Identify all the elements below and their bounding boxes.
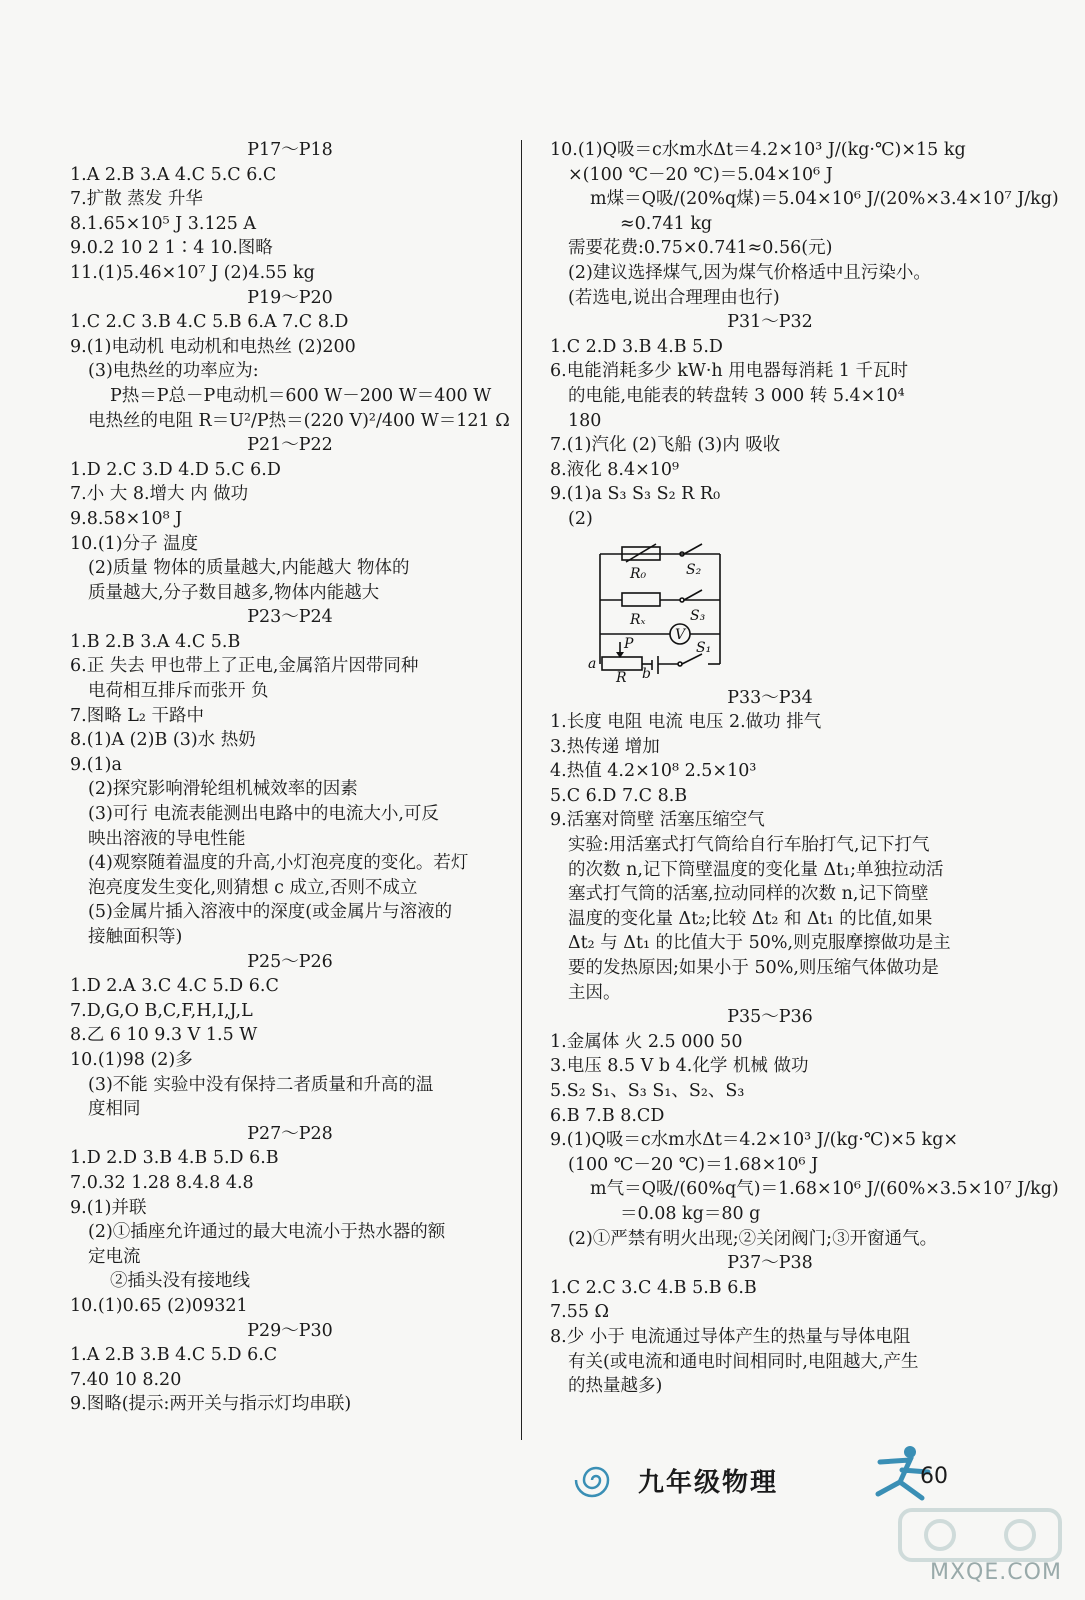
answer-line: 7.小 大 8.增大 内 做功 [70,484,249,505]
right-column-bottom [550,686,1059,1399]
answer-line: 4.热值 4.2×10⁸ 2.5×10³ [550,761,757,782]
answer-line: 10.(1)Q吸＝c水m水Δt＝4.2×10³ J/(kg·℃)×15 kg [550,140,966,160]
label-s3: S₃ [690,607,706,624]
answer-line: (100 ℃－20 ℃)＝1.68×10⁶ J [568,1154,819,1175]
answer-line: ②插头没有接地线 [110,1271,250,1292]
answer-line: 9.0.2 10 2 1∶4 10.图略 [70,238,273,259]
answer-line: 6.正 失去 甲也带上了正电,金属箔片因带同种 [70,656,419,677]
answer-line: m煤＝Q吸/(20%q煤)＝5.04×10⁶ J/(20%×3.4×10⁷ J/kg) [590,189,1059,210]
answer-line: 9.(1)a [70,754,122,775]
section-header: P19～P20 [247,287,333,308]
section-header: P25～P26 [247,951,333,972]
answer-line: 8.1.65×10⁵ J 3.125 A [70,213,257,234]
answer-line: 的电能,电能表的转盘转 3 000 转 5.4×10⁴ [568,385,905,406]
answer-line: 10.(1)0.65 (2)09321 [70,1295,248,1316]
answer-line: 映出溶液的导电性能 [88,828,246,849]
answer-line: (2)建议选择煤气,因为煤气价格适中且污染小。 [568,262,931,283]
answer-line: (若选电,说出合理理由也行) [568,287,780,308]
answer-line: 1.C 2.C 3.B 4.C 5.B 6.A 7.C 8.D [70,312,349,333]
answer-line: 180 [568,410,602,431]
answer-line: ＝0.08 kg＝80 g [620,1203,761,1224]
answer-line: 接触面积等) [88,927,183,947]
answer-line: 泡亮度发生变化,则猜想 c 成立,否则不成立 [88,877,418,898]
answer-line: 3.热传递 增加 [550,736,660,757]
answer-line: 9.(1)电动机 电动机和电热丝 (2)200 [70,336,356,357]
answer-line: 10.(1)98 (2)多 [70,1049,193,1070]
answer-line: 质量越大,分子数目越多,物体内能越大 [88,582,380,603]
answer-line: 11.(1)5.46×10⁷ J (2)4.55 kg [70,262,315,283]
answer-line: (5)金属片插入溶液中的深度(或金属片与溶液的 [88,902,453,923]
section-header: P27～P28 [247,1123,333,1144]
answer-line: 1.A 2.B 3.B 4.C 5.D 6.C [70,1345,278,1366]
answer-line: 1.C 2.D 3.B 4.B 5.D [550,336,723,357]
answer-line: 的次数 n,记下筒壁温度的变化量 Δt₁;单独拉动活 [568,859,944,880]
answer-line: ×(100 ℃－20 ℃)＝5.04×10⁶ J [568,164,833,185]
answer-line: 5.S₂ S₁、S₃ S₁、S₂、S₃ [550,1081,745,1101]
section-header: P29～P30 [247,1320,333,1341]
answer-line: 5.C 6.D 7.C 8.B [550,785,688,806]
label-p: P [624,635,634,652]
answer-line: 1.D 2.D 3.B 4.B 5.D 6.B [70,1148,279,1169]
answer-line: 1.金属体 火 2.5 000 50 [550,1031,743,1052]
answer-line: 9.(1)Q吸＝c水m水Δt＝4.2×10³ J/(kg·℃)×5 kg× [550,1130,959,1151]
answer-line: Δt₂ 与 Δt₁ 的比值大于 50%,则克服摩擦做功是主 [568,933,951,954]
right-column-top [550,138,1059,532]
label-b: b [642,665,651,682]
answer-line: 7.40 10 8.20 [70,1369,182,1390]
answer-line: (2) [568,508,593,529]
left-column [70,138,510,1417]
answer-line: 7.扩散 蒸发 升华 [70,189,203,210]
answer-line: 8.液化 8.4×10⁹ [550,459,680,480]
section-header: P21～P22 [247,435,333,456]
answer-line: 电荷相互排斥而张开 负 [88,681,269,702]
answer-line: 9.活塞对筒壁 活塞压缩空气 [550,810,765,831]
answer-line: 3.电压 8.5 V b 4.化学 机械 做功 [550,1056,809,1077]
page-number: 60 [920,1464,948,1489]
answer-line: 温度的变化量 Δt₂;比较 Δt₂ 和 Δt₁ 的比值,如果 [568,908,933,929]
label-a: a [588,655,597,672]
answer-line: 1.C 2.C 3.C 4.B 5.B 6.B [550,1277,757,1298]
answer-line: 9.图略(提示:两开关与指示灯均串联) [70,1394,352,1415]
answer-line: ≈0.741 kg [620,213,713,234]
answer-line: 1.D 2.A 3.C 4.C 5.D 6.C [70,976,279,997]
column-divider [521,140,522,1440]
answer-line: 6.电能消耗多少 kW·h 用电器每消耗 1 千瓦时 [550,361,909,382]
answer-line: 度相同 [88,1099,141,1120]
section-header: P23～P24 [247,607,333,628]
answer-line: 需要花费:0.75×0.741≈0.56(元) [568,238,833,259]
label-s1: S₁ [696,639,712,656]
answer-line: 9.(1)a S₃ S₃ S₂ R R₀ [550,484,721,505]
answer-line: (3)可行 电流表能测出电路中的电流大小,可反 [88,804,439,825]
section-header: P35～P36 [727,1007,813,1028]
answer-line: (2)①严禁有明火出现;②关闭阀门;③开窗通气。 [568,1228,938,1249]
answer-line: 定电流 [88,1246,141,1267]
answer-line: 1.长度 电阻 电流 电压 2.做功 排气 [550,712,822,733]
circuit-diagram [560,534,750,682]
label-r: R [616,669,627,682]
answer-line: 主因。 [568,982,621,1003]
answer-line: 的热量越多) [568,1376,663,1397]
answer-line: 8.(1)A (2)B (3)水 热奶 [70,730,256,751]
answer-line: 要的发热原因;如果小于 50%,则压缩气体做功是 [568,958,939,979]
answer-line: 7.0.32 1.28 8.4.8 4.8 [70,1172,254,1193]
label-s2: S₂ [686,561,702,578]
answer-line: 实验:用活塞式打气筒给自行车胎打气,记下打气 [568,835,930,856]
answer-line: 电热丝的电阻 R＝U²/P热＝(220 V)²/400 W＝121 Ω [88,410,510,431]
footer-title: 九年级物理 [638,1468,779,1498]
answer-line: (3)不能 实验中没有保持二者质量和升高的温 [88,1074,434,1095]
answer-line: 1.D 2.C 3.D 4.D 5.C 6.D [70,459,281,480]
answer-line: (3)电热丝的功率应为: [88,361,259,382]
answer-line: 1.A 2.B 3.A 4.C 5.C 6.C [70,164,277,185]
answer-line: m气＝Q吸/(60%q气)＝1.68×10⁶ J/(60%×3.5×10⁷ J/kg) [590,1179,1059,1200]
watermark-text: MXQE.COM [930,1560,1062,1585]
answer-line: (2)①插座允许通过的最大电流小于热水器的额 [88,1222,446,1243]
answer-line: (4)观察随着温度的升高,小灯泡亮度的变化。若灯 [88,853,469,874]
section-header: P17～P18 [247,140,333,160]
answer-line: 塞式打气筒的活塞,拉动同样的次数 n,记下筒壁 [568,884,929,905]
answer-line: 9.(1)并联 [70,1197,147,1218]
answer-line: (2)探究影响滑轮组机械效率的因素 [88,779,358,800]
answer-line: 7.图略 L₂ 干路中 [70,705,204,726]
answer-line: 8.少 小于 电流通过导体产生的热量与导体电阻 [550,1326,911,1347]
section-header: P31～P32 [727,312,813,333]
answer-line: 9.8.58×10⁸ J [70,508,183,529]
answer-line: 6.B 7.B 8.CD [550,1105,665,1126]
right-column [550,138,1059,1399]
answer-line: 7.D,G,O B,C,F,H,I,J,L [70,1000,253,1021]
answer-line: (2)质量 物体的质量越大,内能越大 物体的 [88,558,410,579]
answer-line: 有关(或电流和通电时间相同时,电阻越大,产生 [568,1351,919,1372]
answer-line: 10.(1)分子 温度 [70,533,199,554]
answer-line: P热＝P总－P电动机＝600 W－200 W＝400 W [110,385,492,406]
section-header: P33～P34 [727,687,813,708]
swirl-icon [570,1458,622,1502]
answer-line: 1.B 2.B 3.A 4.C 5.B [70,631,241,652]
label-rx: Rₓ [630,611,646,628]
section-header: P37～P38 [727,1253,813,1274]
answer-line: 8.乙 6 10 9.3 V 1.5 W [70,1025,258,1046]
label-v: V [675,626,686,643]
answer-line: 7.55 Ω [550,1302,610,1323]
answer-line: 7.(1)汽化 (2)飞船 (3)内 吸收 [550,435,781,456]
label-r0: R₀ [630,565,647,582]
